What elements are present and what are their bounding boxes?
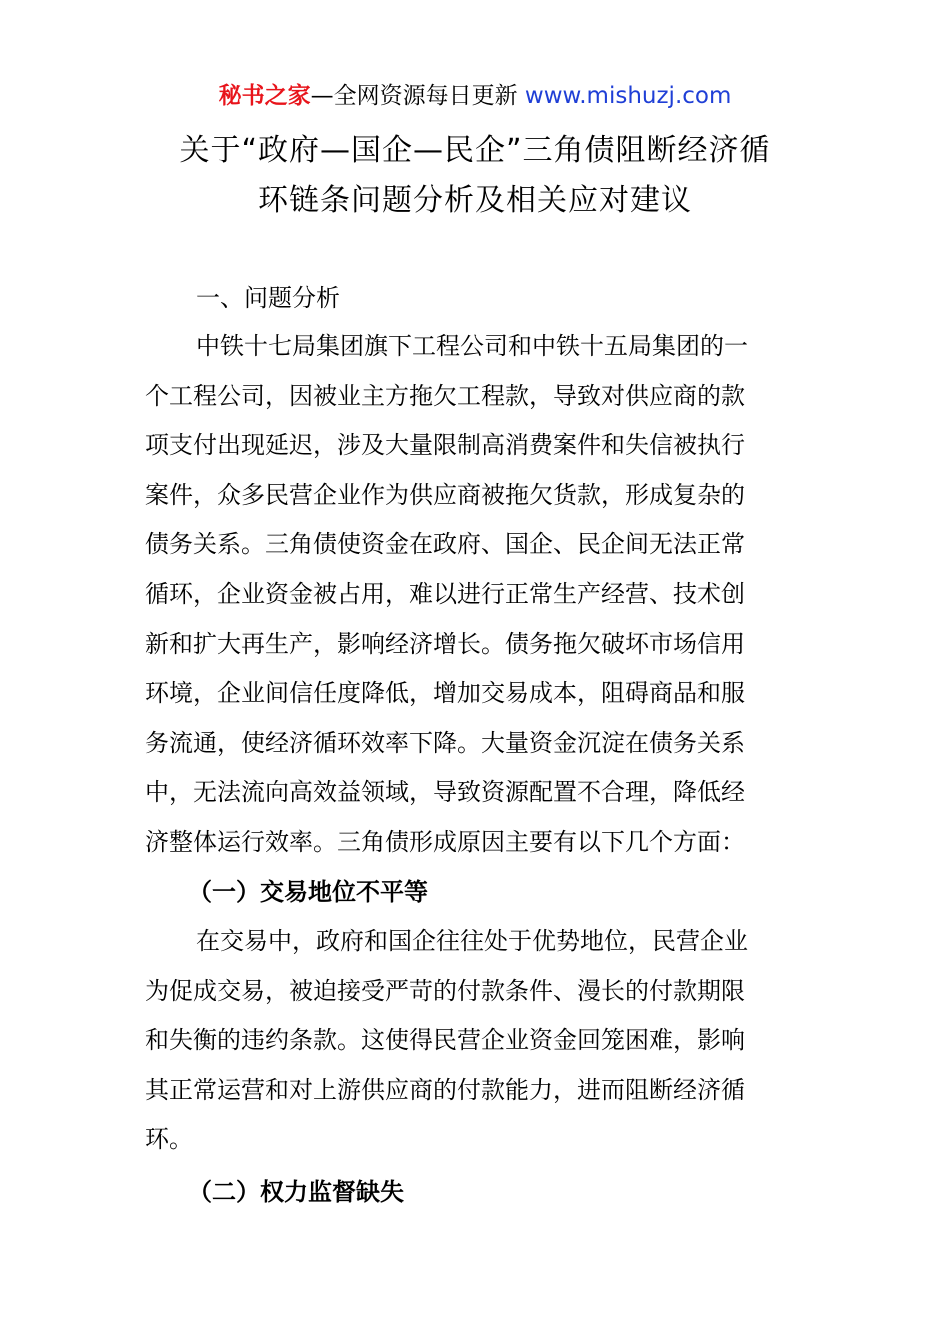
paragraph-line: 案件，众多民营企业作为供应商被拖欠货款，形成复杂的 [145, 480, 745, 509]
site-header [0, 80, 950, 112]
header-tagline: —全网资源每日更新 [310, 83, 525, 109]
paragraph-line: 在交易中，政府和国企往往处于优势地位，民营企业 [196, 927, 748, 955]
paragraph-line: 个工程公司，因被业主方拖欠工程款，导致对供应商的款 [145, 381, 745, 410]
site-url-link[interactable]: www.mishuzj.com [524, 83, 732, 109]
paragraph-line: 为促成交易，被迫接受严苛的付款条件、漫长的付款期限 [145, 976, 745, 1005]
paragraph-line: 循环，企业资金被占用，难以进行正常生产经营、技术创 [145, 579, 745, 608]
paragraph-line: 中，无法流向高效益领域，导致资源配置不合理，降低经 [145, 778, 745, 807]
paragraph-line: 务流通，使经济循环效率下降。大量资金沉淀在债务关系 [145, 728, 745, 757]
brand-name: 秘书之家 [218, 83, 311, 109]
paragraph-line: 环境，企业间信任度降低，增加交易成本，阻碍商品和服 [145, 679, 745, 708]
document-title [120, 126, 830, 226]
subsection-heading-unequal-status: （一）交易地位不平等 [188, 878, 428, 906]
title-line-1: 关于“政府—国企—民企”三角债阻断经济循 [179, 133, 771, 168]
subsection-heading-power-oversight: （二）权力监督缺失 [188, 1178, 404, 1206]
paragraph-line: 和失衡的违约条款。这使得民营企业资金回笼困难，影响 [145, 1026, 745, 1055]
title-line-2: 环链条问题分析及相关应对建议 [258, 183, 692, 218]
paragraph-problem-analysis [145, 322, 810, 868]
paragraph-line: 新和扩大再生产，影响经济增长。债务拖欠破坏市场信用 [145, 629, 745, 658]
section-heading-problem-analysis: 一、问题分析 [196, 284, 340, 312]
paragraph-line: 债务关系。三角债使资金在政府、国企、民企间无法正常 [145, 530, 745, 559]
paragraph-line: 中铁十七局集团旗下工程公司和中铁十五局集团的一 [196, 332, 748, 360]
paragraph-line: 济整体运行效率。三角债形成原因主要有以下几个方面： [145, 827, 745, 856]
paragraph-line: 环。 [145, 1125, 193, 1154]
paragraph-unequal-status [145, 917, 810, 1165]
paragraph-line: 其正常运营和对上游供应商的付款能力，进而阻断经济循 [145, 1075, 745, 1104]
paragraph-line: 项支付出现延迟，涉及大量限制高消费案件和失信被执行 [145, 431, 745, 460]
